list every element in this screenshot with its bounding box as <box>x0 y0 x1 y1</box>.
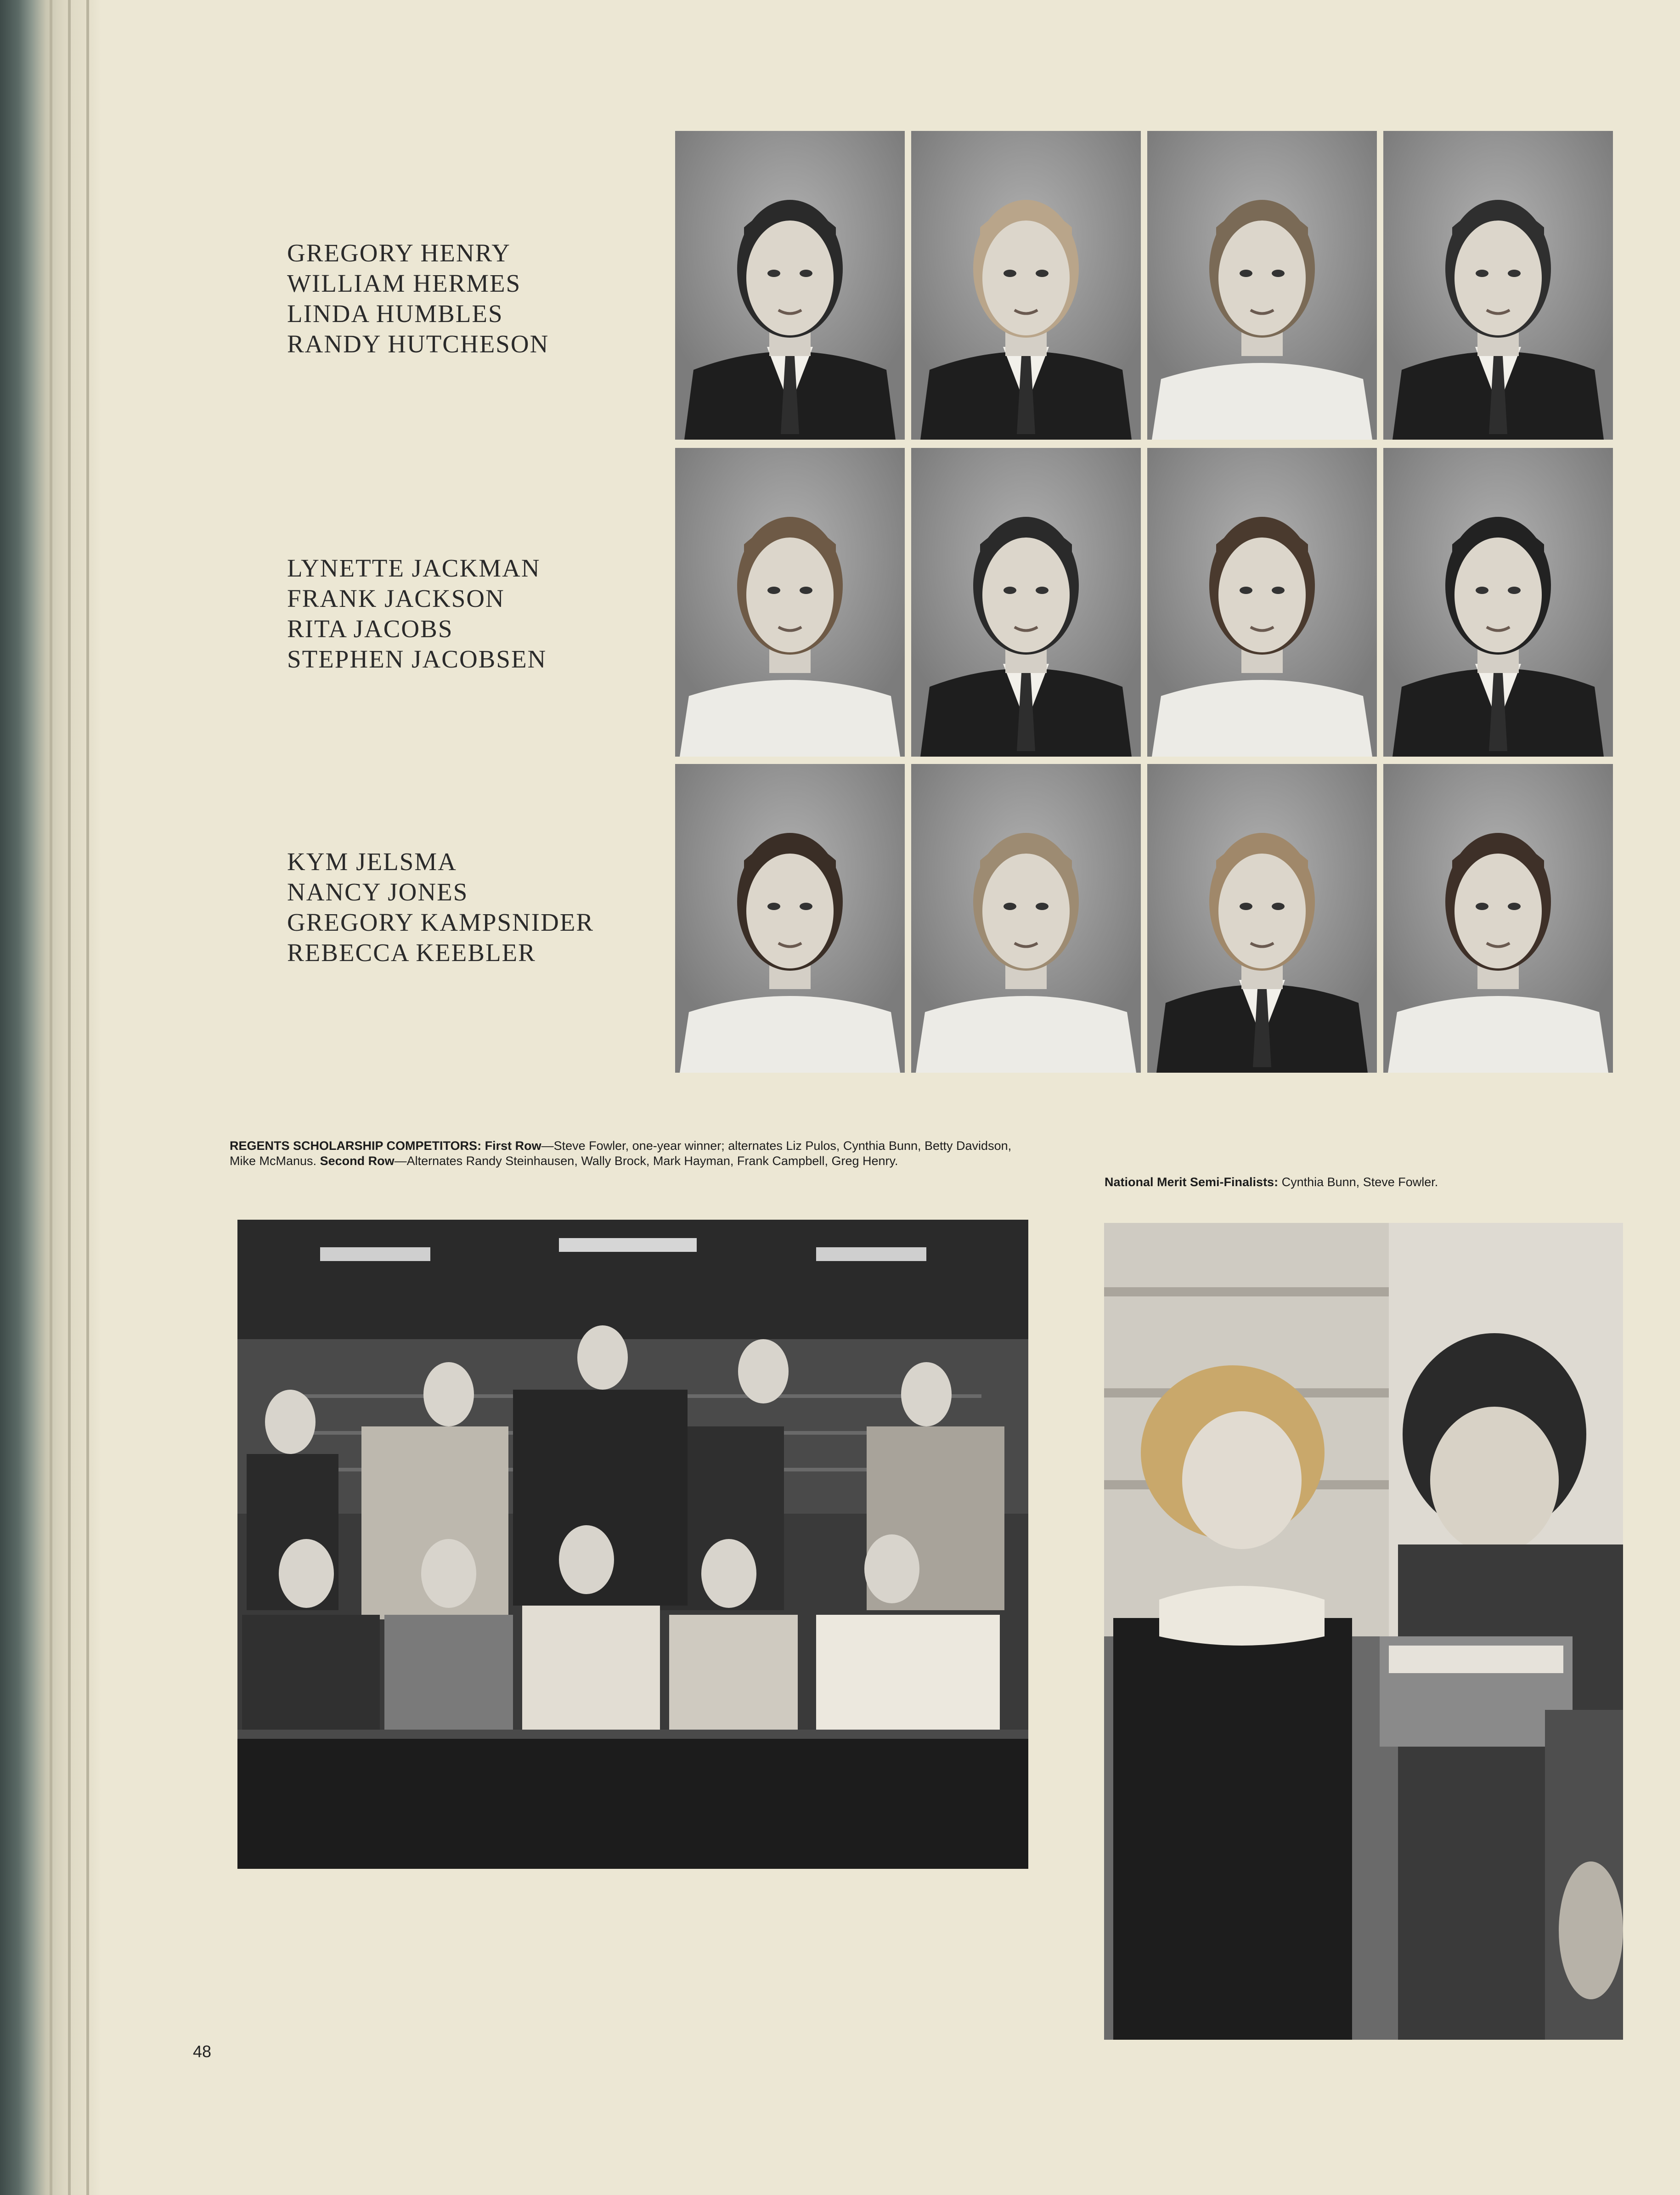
name-list-row-1 <box>287 238 549 359</box>
portrait-image <box>911 448 1141 757</box>
student-name: KYM JELSMA <box>287 848 457 876</box>
merit-caption <box>1105 1175 1518 1190</box>
student-portrait <box>1147 764 1377 1073</box>
caption-heading: REGENTS SCHOLARSHIP COMPETITORS: <box>230 1139 482 1153</box>
caption-heading: National Merit Semi-Finalists: <box>1105 1175 1279 1189</box>
merit-semifinalists-photo <box>1104 1223 1623 2040</box>
caption-text: Cynthia Bunn, Steve Fowler. <box>1278 1175 1438 1189</box>
student-portrait <box>1383 448 1613 757</box>
portrait-image <box>1383 131 1613 440</box>
regents-caption <box>230 1138 1029 1169</box>
student-portrait <box>1147 448 1377 757</box>
portrait-image <box>1147 131 1377 440</box>
page-number: 48 <box>193 2042 212 2061</box>
student-portrait <box>1147 131 1377 440</box>
student-name: GREGORY HENRY <box>287 239 511 267</box>
student-name: REBECCA KEEBLER <box>287 939 536 967</box>
name-list-row-2 <box>287 553 547 674</box>
student-portrait <box>675 131 905 440</box>
caption-text: —Steve Fowler, one-year winner; alternates Liz Pulos, Cynthia Bunn, Betty Davidson, Mike McManus. <box>230 1139 1012 1168</box>
page-edge-line <box>86 0 89 2195</box>
student-portrait <box>1383 131 1613 440</box>
portrait-image <box>675 448 905 757</box>
page-edge-line <box>50 0 52 2195</box>
portrait-image <box>675 131 905 440</box>
student-name: NANCY JONES <box>287 878 468 906</box>
student-portrait <box>911 764 1141 1073</box>
caption-row-label: First Row <box>485 1139 541 1153</box>
student-portrait <box>675 448 905 757</box>
student-portrait <box>911 131 1141 440</box>
student-name: STEPHEN JACOBSEN <box>287 645 547 673</box>
page-edge-line <box>68 0 71 2195</box>
portrait-image <box>1383 764 1613 1073</box>
student-portrait <box>675 764 905 1073</box>
student-portrait <box>1383 764 1613 1073</box>
student-portrait <box>911 448 1141 757</box>
student-name: GREGORY KAMPSNIDER <box>287 908 594 936</box>
regents-group-photo <box>237 1220 1028 1869</box>
merit-photo-image <box>1104 1223 1623 2040</box>
portrait-image <box>911 764 1141 1073</box>
name-list-row-3 <box>287 847 594 968</box>
caption-text: —Alternates Randy Steinhausen, Wally Brock, Mark Hayman, Frank Campbell, Greg Henry. <box>394 1154 898 1168</box>
student-name: WILLIAM HERMES <box>287 269 521 297</box>
group-photo-image <box>237 1220 1028 1869</box>
portrait-image <box>675 764 905 1073</box>
portrait-image <box>1383 448 1613 757</box>
student-name: FRANK JACKSON <box>287 584 505 612</box>
student-name: RANDY HUTCHESON <box>287 330 549 358</box>
student-name: LINDA HUMBLES <box>287 300 503 328</box>
caption-row-label: Second Row <box>320 1154 395 1168</box>
student-name: RITA JACOBS <box>287 615 453 643</box>
portrait-image <box>1147 764 1377 1073</box>
portrait-image <box>1147 448 1377 757</box>
book-binding-edge <box>0 0 101 2195</box>
student-name: LYNETTE JACKMAN <box>287 554 541 582</box>
portrait-image <box>911 131 1141 440</box>
